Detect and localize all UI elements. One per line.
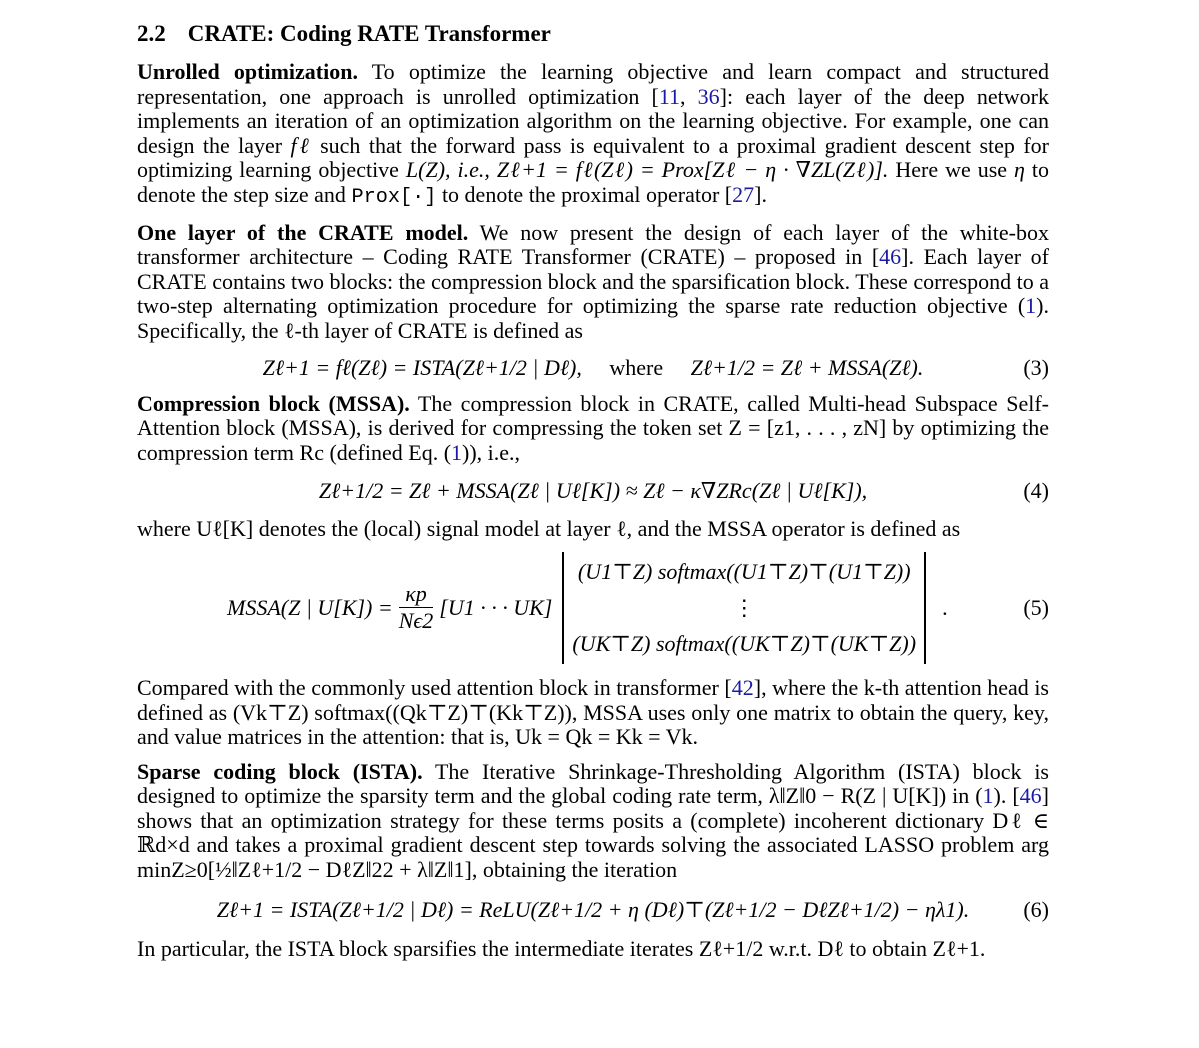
math-inline: fℓ xyxy=(290,132,312,158)
citation-link[interactable]: 46 xyxy=(1019,783,1042,809)
runin-heading: Unrolled optimization. xyxy=(137,59,358,84)
math-inline: η xyxy=(1014,157,1025,183)
section-title-crate: CRATE xyxy=(187,21,267,46)
paper-page xyxy=(137,18,1049,961)
citation-link[interactable]: 46 xyxy=(879,244,902,270)
citation-link[interactable]: 27 xyxy=(732,181,755,207)
paragraph-ista-summary: In particular, the ISTA block sparsifies the intermediate iterates Zℓ+1/2 w.r.t. Dℓ to obtain Zℓ+1. xyxy=(137,935,986,961)
math-inline: L(Z), i.e., Zℓ+1 = fℓ(Zℓ) = Prox[Zℓ − η · ∇ZL(Zℓ)]. xyxy=(405,157,889,183)
paragraph-crate-layer: One layer of the CRATE model. We now present the design of each layer of the white-box transformer architecture – Coding RATE Transformer (CRATE) – proposed in [46]. Each layer of CRATE contains two blocks: the compression block and the sparsification block. These correspond to a two-step alternating optimization procedure for optimizing the sparse rate reduction objective (1). Specifically, the ℓ-th layer of CRATE is defined as xyxy=(137,219,1049,343)
equation-number: (6) xyxy=(1023,896,1049,922)
equation-4: Zℓ+1/2 = Zℓ + MSSA(Zℓ | Uℓ[K]) ≈ Zℓ − κ∇ZRc(Zℓ | Uℓ[K]), (4) xyxy=(137,465,1049,517)
equation-6: Zℓ+1 = ISTA(Zℓ+1/2 | Dℓ) = ReLU(Zℓ+1/2 + η (Dℓ)⊤(Zℓ+1/2 − DℓZℓ+1/2) − ηλ1). (6) xyxy=(137,883,1049,937)
paragraph-unrolled-optimization: Unrolled optimization. To optimize the learning objective and learn compact and structured representation, one approach is unrolled optimization [11, 36]: each layer of the deep network implements an iteration of an optimization algorithm on the learning objective. For example, one can design the layer fℓ such that the forward pass is equivalent to a proximal gradient descent step for optimizing learning objective L(Z), i.e., Zℓ+1 = fℓ(Zℓ) = Prox[Zℓ − η · ∇ZL(Zℓ)]. Here we use η to denote the step size and Prox[·] to denote the proximal operator [27]. xyxy=(137,59,1049,209)
equation-ref-link[interactable]: 1 xyxy=(1025,293,1037,319)
equation-number: (3) xyxy=(1023,354,1049,380)
equation-5: MSSA(Z | U[K]) = $\frac{\kappa p}{N\epsilon 2}$ [U1 · · · UK] (U1⊤Z) softmax((U1⊤Z)⊤(U1⊤Z)) ⋮ (UK⊤Z) softmax((UK⊤Z)⊤(UK⊤Z)) . (5) xyxy=(137,548,1049,668)
equation-number: (5) xyxy=(1023,594,1049,620)
equation-3: Zℓ+1 = fℓ(Zℓ) = ISTA(Zℓ+1/2 | Dℓ), where Zℓ+1/2 = Zℓ + MSSA(Zℓ). (3) xyxy=(137,344,1049,392)
paragraph-attention-comparison: Compared with the commonly used attention block in transformer [42], where the k-th attention head is defined as (Vk⊤Z) softmax((Qk⊤Z)⊤(Kk⊤Z)), MSSA uses only one matrix to obtain the query, key, and value matrices in the attention: that is, Uk = Qk = Kk = Vk. xyxy=(137,674,1049,750)
paragraph-sparse-coding-block: Sparse coding block (ISTA). The Iterative Shrinkage-Thresholding Algorithm (ISTA) block is designed to optimize the sparsity term and the global coding rate term, λ‖Z‖0 − R(Z | U[K]) in (1). [46] shows that an optimization strategy for these terms posits a (complete) incoherent dictionary Dℓ ∈ ℝd×d and takes a proximal gradient descent step towards solving the associated LASSO problem arg minZ≥0[½‖Zℓ+1/2 − DℓZ‖22 + λ‖Z‖1], obtaining the iteration xyxy=(137,758,1049,883)
runin-heading: One layer of the CRATE model. xyxy=(137,219,469,245)
citation-link[interactable]: 42 xyxy=(731,674,754,700)
math-inline: Prox[·] xyxy=(351,185,437,209)
equation-ref-link[interactable]: 1 xyxy=(451,439,463,465)
equation-number: (4) xyxy=(1023,478,1049,504)
fraction: $\frac{\kappa p}{N\epsilon 2}$ xyxy=(398,581,434,634)
runin-heading: Compression block (MSSA). xyxy=(137,390,410,416)
equation-ref-link[interactable]: 1 xyxy=(982,783,994,809)
paragraph-signal-model: where Uℓ[K] denotes the (local) signal model at layer ℓ, and the MSSA operator is defined as xyxy=(137,516,961,542)
section-title-rest: : Coding RATE Transformer xyxy=(266,21,551,46)
paragraph-compression-block: Compression block (MSSA). The compression block in CRATE, called Multi-head Subspace Self-Attention block (MSSA), is derived for compressing the token set Z = [z1, . . . , zN] by optimizing the compression term Rc (defined Eq. (1)), i.e., xyxy=(137,390,1049,465)
citation-link[interactable]: 11 xyxy=(658,83,681,109)
section-heading xyxy=(137,18,1049,50)
matrix: (U1⊤Z) softmax((U1⊤Z)⊤(U1⊤Z)) ⋮ (UK⊤Z) softmax((UK⊤Z)⊤(UK⊤Z)) xyxy=(562,552,926,664)
section-number: 2.2 xyxy=(137,21,166,46)
runin-heading: Sparse coding block (ISTA). xyxy=(137,758,423,784)
citation-link[interactable]: 36 xyxy=(697,83,720,109)
